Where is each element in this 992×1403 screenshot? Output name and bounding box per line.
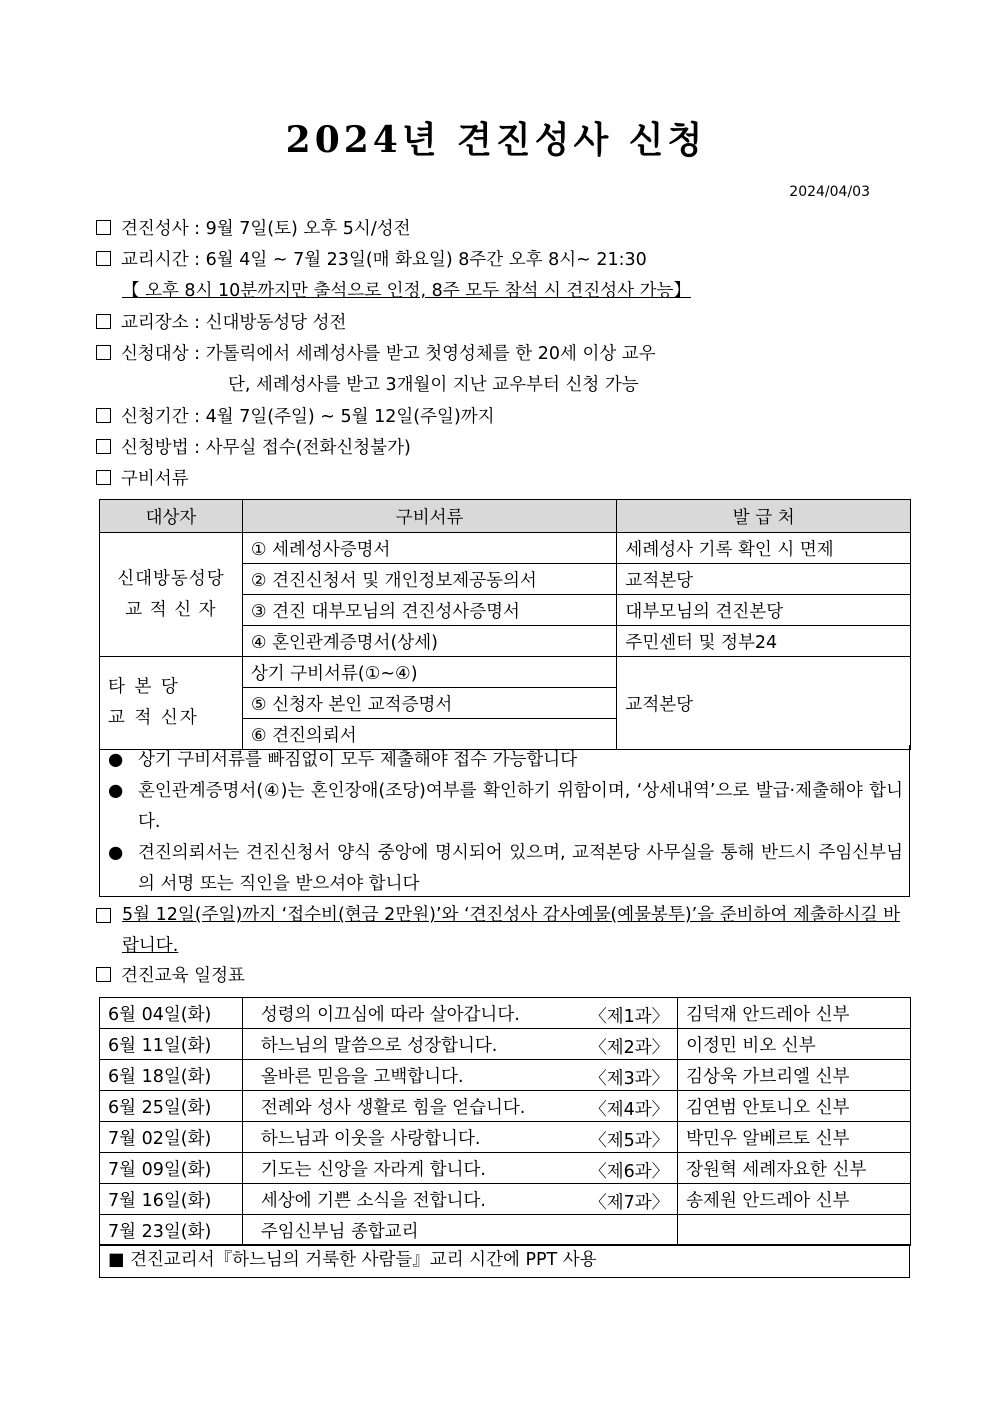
doc-item: ③ 견진 대부모님의 견진성사증명서: [242, 595, 617, 626]
schedule-date: 6월 25일(화): [100, 1091, 243, 1122]
schedule-date: 7월 09일(화): [100, 1153, 243, 1184]
checkbox-icon: [96, 908, 111, 923]
checkbox-icon: [96, 408, 111, 423]
doc-item: ⑤ 신청자 본인 교적증명서: [242, 688, 617, 719]
doc-item: ④ 혼인관계증명서(상세): [242, 626, 617, 657]
schedule-priest: 이정민 비오 신부: [678, 1029, 911, 1060]
schedule-topic-cell: [242, 1215, 677, 1246]
info-application-method: 신청방법 : 사무실 접수(전화신청불가): [96, 434, 411, 459]
schedule-date: 6월 11일(화): [100, 1029, 243, 1060]
bullet-icon: ●: [108, 843, 124, 863]
info-eligibility-note: 단, 세례성사를 받고 3개월이 지난 교우부터 신청 가능: [228, 375, 639, 395]
schedule-topic-cell: [242, 1060, 677, 1091]
bullet-icon: ●: [108, 750, 124, 770]
doc-item: ⑥ 견진의뢰서: [242, 719, 617, 750]
schedule-row: [100, 1029, 911, 1060]
schedule-topic-cell: [242, 998, 677, 1029]
checkbox-icon: [96, 967, 111, 982]
checkbox-icon: [96, 345, 111, 360]
schedule-topic-cell: [242, 1091, 677, 1122]
schedule-priest: 장원혁 세례자요한 신부: [678, 1153, 911, 1184]
checkbox-icon: [96, 314, 111, 329]
schedule-priest: 송제원 안드레아 신부: [678, 1184, 911, 1215]
info-eligibility: 신청대상 : 가톨릭에서 세례성사를 받고 첫영성체를 한 20세 이상 교우: [96, 340, 656, 365]
schedule-lesson: 〈제6과〉: [589, 1162, 670, 1182]
issuer-item: 세례성사 기록 확인 시 면제: [617, 533, 911, 564]
schedule-row: [100, 1122, 911, 1153]
fee-notice: 5월 12일(주일)까지 ‘접수비(현금 2만원)’와 ‘견진성사 감사예물(예물봉투)’을 준비하여 제출하시길 바랍니다.: [96, 900, 900, 962]
schedule-topic: 성령의 이끄심에 따라 살아갑니다.: [260, 1004, 520, 1025]
schedule-topic: 올바른 믿음을 고백합니다.: [260, 1066, 464, 1087]
schedule-topic: 하느님과 이웃을 사랑합니다.: [260, 1128, 481, 1149]
info-class-place: 교리장소 : 신대방동성당 성전: [96, 309, 346, 334]
notes-box: [99, 745, 910, 897]
schedule-table: [99, 997, 911, 1246]
schedule-lesson: 〈제4과〉: [589, 1100, 670, 1120]
issuer-item: 교적본당: [617, 564, 911, 595]
checkbox-icon: [96, 439, 111, 454]
schedule-topic-cell: [242, 1122, 677, 1153]
schedule-lesson: 〈제5과〉: [589, 1131, 670, 1151]
schedule-topic-cell: [242, 1029, 677, 1060]
schedule-topic-cell: [242, 1153, 677, 1184]
schedule-lesson: 〈제1과〉: [589, 1007, 670, 1027]
schedule-lesson: 〈제7과〉: [589, 1193, 670, 1213]
info-class-time: 교리시간 : 6월 4일 ~ 7월 23일(매 화요일) 8주간 오후 8시~ 21:30: [96, 246, 647, 271]
schedule-priest: 김덕재 안드레아 신부: [678, 998, 911, 1029]
checkbox-icon: [96, 470, 111, 485]
footer-note: ■ 견진교리서『하느님의 거룩한 사람들』교리 시간에 PPT 사용: [99, 1244, 910, 1278]
schedule-row: [100, 998, 911, 1029]
document-date: 2024/04/03: [789, 184, 870, 200]
header-documents: 구비서류: [242, 500, 617, 533]
schedule-date: 6월 04일(화): [100, 998, 243, 1029]
group-local-parish: 신대방동성당 교 적 신 자: [100, 533, 243, 657]
schedule-topic-cell: [242, 1184, 677, 1215]
checkbox-icon: [96, 251, 111, 266]
note-item: ● 혼인관계증명서(④)는 혼인장애(조당)여부를 확인하기 위함이며, ‘상세내역’으로 발급·제출해야 합니다.: [108, 776, 903, 838]
schedule-row: [100, 1215, 911, 1246]
schedule-topic: 전례와 성사 생활로 힘을 얻습니다.: [260, 1097, 526, 1118]
info-attendance-rule: 【 오후 8시 10분까지만 출석으로 인정, 8주 모두 참석 시 견진성사 가능】: [122, 281, 691, 301]
schedule-row: [100, 1153, 911, 1184]
schedule-date: 6월 18일(화): [100, 1060, 243, 1091]
note-item: ● 상기 구비서류를 빠짐없이 모두 제출해야 접수 가능합니다: [108, 745, 903, 776]
doc-item: ② 견진신청서 및 개인정보제공동의서: [242, 564, 617, 595]
schedule-topic: 기도는 신앙을 자라게 합니다.: [260, 1159, 486, 1180]
schedule-topic: 주임신부님 종합교리: [260, 1221, 419, 1242]
issuer-item: 대부모님의 견진본당: [617, 595, 911, 626]
schedule-row: [100, 1060, 911, 1091]
bullet-icon: ●: [108, 781, 124, 801]
schedule-date: 7월 02일(화): [100, 1122, 243, 1153]
schedule-priest: [678, 1215, 911, 1246]
issuer-item: 주민센터 및 정부24: [617, 626, 911, 657]
info-application-period: 신청기간 : 4월 7일(주일) ~ 5월 12일(주일)까지: [96, 403, 495, 428]
schedule-lesson: 〈제3과〉: [589, 1069, 670, 1089]
schedule-topic: 하느님의 말씀으로 성장합니다.: [260, 1035, 498, 1056]
group-other-parish: 타 본 당 교 적 신자: [100, 657, 243, 750]
schedule-lesson: 〈제2과〉: [589, 1038, 670, 1058]
schedule-date: 7월 23일(화): [100, 1215, 243, 1246]
page-title: 2024년 견진성사 신청: [285, 119, 707, 161]
info-required-docs-heading: 구비서류: [96, 465, 189, 490]
header-target: 대상자: [100, 500, 243, 533]
schedule-row: [100, 1184, 911, 1215]
required-docs-table: [99, 499, 911, 750]
header-issuer: 발 급 처: [617, 500, 911, 533]
schedule-heading: 견진교육 일정표: [96, 962, 245, 987]
info-confirmation-date: 견진성사 : 9월 7일(토) 오후 5시/성전: [96, 215, 411, 240]
doc-item: 상기 구비서류(①~④): [242, 657, 617, 688]
schedule-date: 7월 16일(화): [100, 1184, 243, 1215]
doc-item: ① 세례성사증명서: [242, 533, 617, 564]
schedule-priest: 김상욱 가브리엘 신부: [678, 1060, 911, 1091]
issuer-item: 교적본당: [617, 657, 911, 750]
schedule-topic: 세상에 기쁜 소식을 전합니다.: [260, 1190, 486, 1211]
note-item: ● 견진의뢰서는 견진신청서 양식 중앙에 명시되어 있으며, 교적본당 사무실을 통해 반드시 주임신부님의 서명 또는 직인을 받으셔야 합니다: [108, 838, 903, 900]
schedule-row: [100, 1091, 911, 1122]
checkbox-icon: [96, 220, 111, 235]
schedule-priest: 박민우 알베르토 신부: [678, 1122, 911, 1153]
schedule-priest: 김연범 안토니오 신부: [678, 1091, 911, 1122]
